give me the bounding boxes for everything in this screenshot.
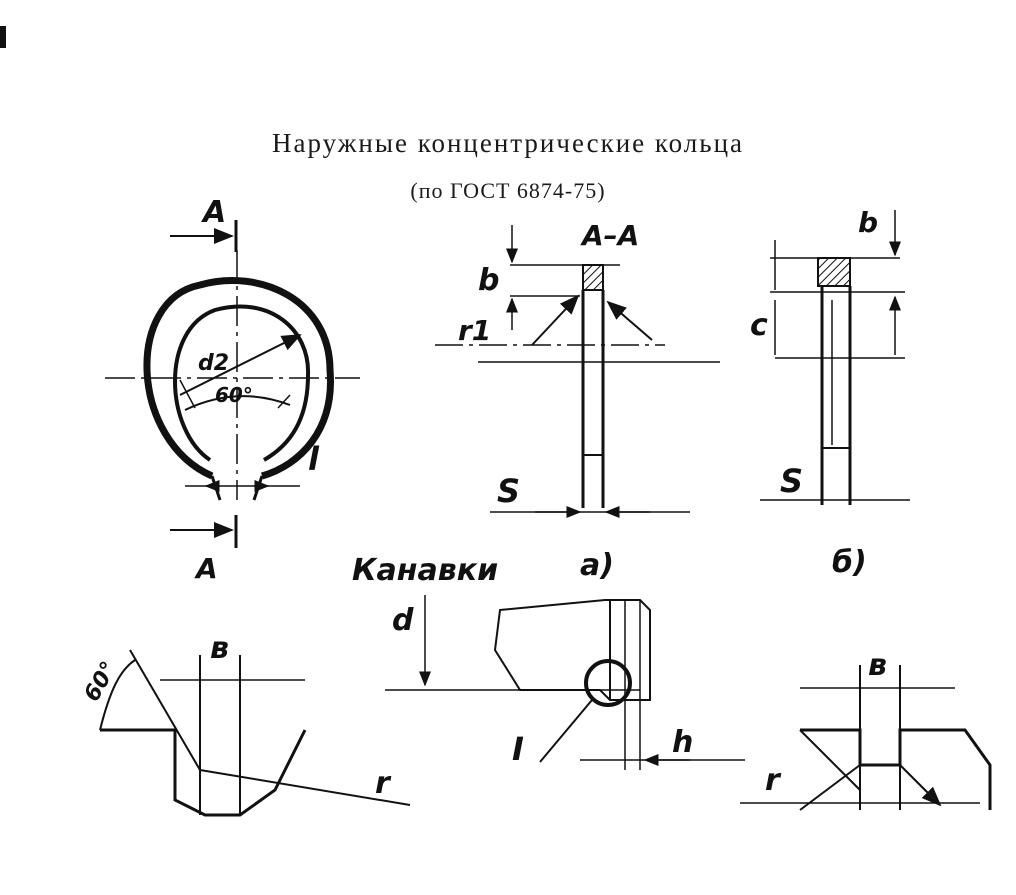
r-label-right: r [765,763,780,798]
s-label-b: S [780,462,804,500]
r-label-left: r [375,766,390,801]
angle-60-left-label: 60° [79,657,123,706]
section-view-b [760,210,910,505]
d-groove-label: d [392,603,414,638]
d2-label: d2 [198,351,230,376]
section-label-a-bottom: A [196,552,218,585]
drawing-title: Наружные концентрические кольца [271,128,745,158]
angle-60-label: 60° [215,383,253,407]
l-label: l [308,440,319,478]
s-label-a: S [497,472,521,510]
section-aa-label: A–A [582,219,640,252]
v-label-right: в [868,648,887,683]
b-label-a: b [478,263,500,298]
r1-label: r1 [458,314,492,347]
v-label-left: в [210,631,229,666]
variant-a-label: а) [580,548,614,583]
drawing-subtitle: (по ГОСТ 6874-75) [410,178,606,203]
variant-b-label: б) [832,545,867,580]
detail-I-label: I [512,730,524,768]
c-label: c [750,308,768,343]
grooves-label: Канавки [352,553,499,588]
h-label: h [672,725,694,760]
b-label-b: b [858,206,879,239]
groove-detail-left [100,650,410,815]
section-label-a-top: A [203,195,227,230]
